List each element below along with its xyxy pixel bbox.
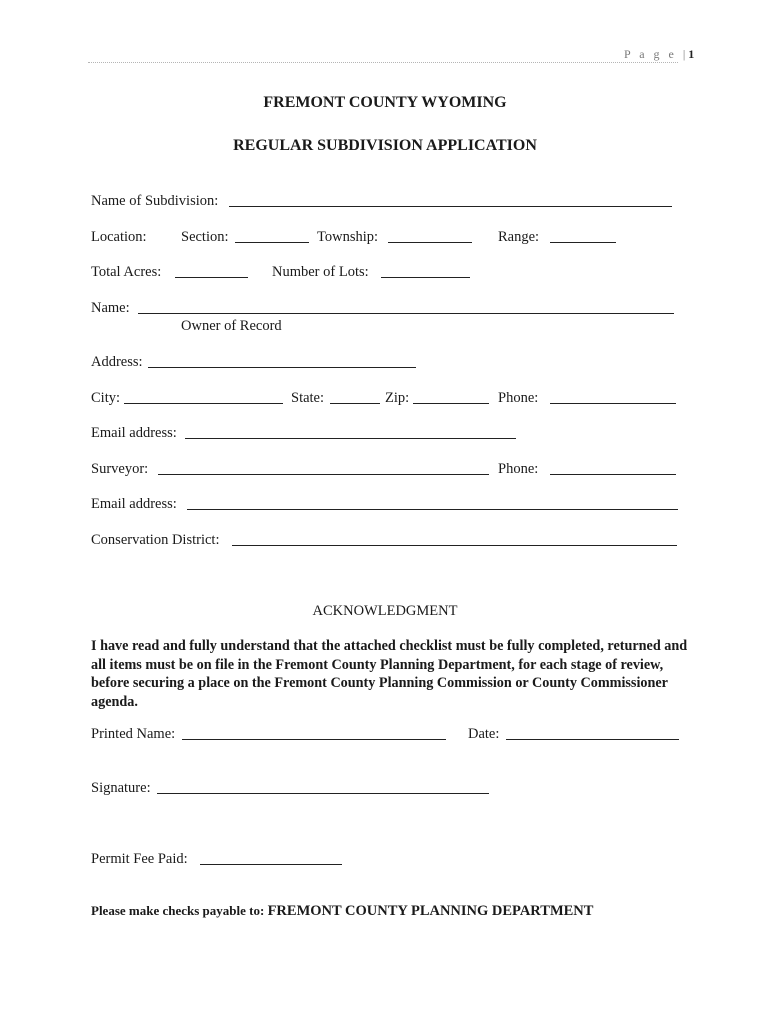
form-title: REGULAR SUBDIVISION APPLICATION <box>233 137 537 154</box>
total-acres-label: Total Acres: <box>91 264 162 280</box>
name-label: Name: <box>91 300 130 316</box>
location-label: Location: <box>91 229 147 245</box>
payment-payee: FREMONT COUNTY PLANNING DEPARTMENT <box>267 903 594 919</box>
address-input[interactable] <box>148 367 416 368</box>
zip-input[interactable] <box>413 403 489 404</box>
signature-input[interactable] <box>157 793 489 794</box>
subdivision-name-input[interactable] <box>229 206 672 207</box>
township-label: Township: <box>317 229 379 245</box>
owner-of-record-caption: Owner of Record <box>181 318 282 334</box>
page-number: 1 <box>688 47 695 61</box>
acknowledgment-heading: ACKNOWLEDGMENT <box>312 603 458 619</box>
township-input[interactable] <box>388 242 472 243</box>
state-label: State: <box>291 390 325 406</box>
range-label: Range: <box>498 229 540 245</box>
county-title: FREMONT COUNTY WYOMING <box>263 94 507 111</box>
surveyor-label: Surveyor: <box>91 461 149 477</box>
surveyor-phone-label: Phone: <box>498 461 539 477</box>
printed-name-label: Printed Name: <box>91 726 176 742</box>
address-label: Address: <box>91 354 143 370</box>
number-of-lots-input[interactable] <box>381 277 470 278</box>
phone-input[interactable] <box>550 403 676 404</box>
range-input[interactable] <box>550 242 616 243</box>
phone-label: Phone: <box>498 390 539 406</box>
permit-fee-label: Permit Fee Paid: <box>91 851 188 867</box>
number-of-lots-label: Number of Lots: <box>272 264 369 280</box>
payment-note-prefix: Please make checks payable to: <box>91 903 265 918</box>
header-divider <box>88 62 678 63</box>
date-input[interactable] <box>506 739 679 740</box>
conservation-district-input[interactable] <box>232 545 677 546</box>
printed-name-input[interactable] <box>182 739 446 740</box>
section-label: Section: <box>181 229 229 245</box>
city-label: City: <box>91 390 121 406</box>
state-input[interactable] <box>330 403 380 404</box>
acknowledgment-text: I have read and fully understand that the attached checklist must be fully completed, returned and all items must be on file in the Fremont County Planning Department, for each stage of review, before securing a place on the Fremont County Planning Commission or County Commissioner agenda. <box>91 638 688 710</box>
surveyor-email-label: Email address: <box>91 496 177 512</box>
email-input[interactable] <box>185 438 516 439</box>
payment-note <box>91 903 593 920</box>
email-label: Email address: <box>91 425 177 441</box>
zip-label: Zip: <box>385 390 410 406</box>
page-label: P a g e | <box>624 47 689 61</box>
surveyor-email-input[interactable] <box>187 509 678 510</box>
total-acres-input[interactable] <box>175 277 248 278</box>
name-input[interactable] <box>138 313 674 314</box>
page-number-header <box>624 47 694 62</box>
date-label: Date: <box>468 726 500 742</box>
city-input[interactable] <box>124 403 283 404</box>
section-input[interactable] <box>235 242 309 243</box>
surveyor-phone-input[interactable] <box>550 474 676 475</box>
signature-label: Signature: <box>91 780 151 796</box>
permit-fee-input[interactable] <box>200 864 342 865</box>
conservation-district-label: Conservation District: <box>91 532 220 548</box>
subdivision-name-label: Name of Subdivision: <box>91 193 219 209</box>
surveyor-input[interactable] <box>158 474 489 475</box>
